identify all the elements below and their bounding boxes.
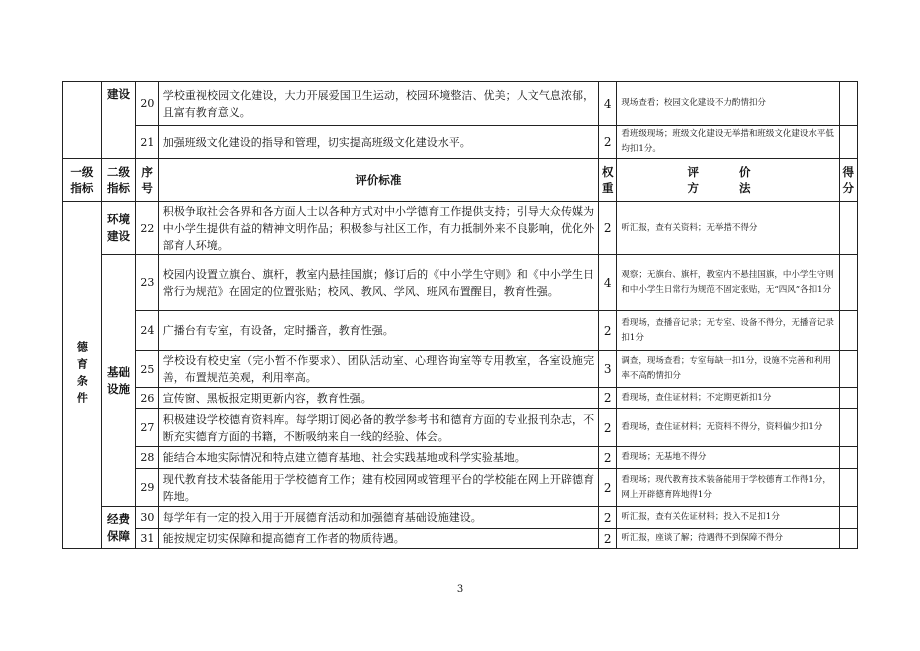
- header-score: 得分: [839, 159, 857, 202]
- criteria-text: 现代教育技术装备能用于学校德育工作；建有校园网或管理平台的学校能在网上开辟德育阵地。: [158, 469, 598, 507]
- table-row: [63, 469, 858, 507]
- score-cell[interactable]: [839, 507, 857, 529]
- weight-value: 4: [599, 255, 617, 311]
- criteria-text: 学校重视校园文化建设，大力开展爱国卫生运动，校园环境整洁、优美；人文气息浓郁，且富有教育意义。: [158, 82, 598, 126]
- score-cell[interactable]: [839, 255, 857, 311]
- header-weight: 权重: [599, 159, 617, 202]
- weight-value: 2: [599, 469, 617, 507]
- weight-value: 2: [599, 126, 617, 159]
- score-cell[interactable]: [839, 126, 857, 159]
- table-row: [63, 202, 858, 255]
- table-row: [63, 126, 858, 159]
- score-cell[interactable]: [839, 469, 857, 507]
- weight-value: 2: [599, 507, 617, 529]
- table-header-row: [63, 159, 858, 202]
- criteria-text: 加强班级文化建设的指导和管理，切实提高班级文化建设水平。: [158, 126, 598, 159]
- method-text: 听汇报，查有关资料；无举措不得分: [617, 202, 839, 255]
- seq-number: 25: [136, 351, 158, 388]
- method-text: 看班级现场；班级文化建设无举措和班级文化建设水平低均扣1分。: [617, 126, 839, 159]
- level2-label: 经费保障: [101, 507, 136, 549]
- score-cell[interactable]: [839, 351, 857, 388]
- criteria-text: 每学年有一定的投入用于开展德育活动和加强德育基础设施建设。: [158, 507, 598, 529]
- method-text: 现场查看；校园文化建设不力酌情扣分: [617, 82, 839, 126]
- header-level1: 一级指标: [63, 159, 102, 202]
- score-cell[interactable]: [839, 388, 857, 409]
- criteria-text: 能结合本地实际情况和特点建立德育基地、社会实践基地或科学实验基地。: [158, 447, 598, 469]
- seq-number: 20: [136, 82, 158, 126]
- page-number: 3: [456, 584, 464, 595]
- score-cell[interactable]: [839, 202, 857, 255]
- evaluation-table: [62, 81, 858, 549]
- seq-number: 23: [136, 255, 158, 311]
- seq-number: 21: [136, 126, 158, 159]
- score-cell[interactable]: [839, 529, 857, 549]
- header-level2: 二级指标: [101, 159, 136, 202]
- score-cell[interactable]: [839, 447, 857, 469]
- criteria-text: 宣传窗、黑板报定期更新内容，教育性强。: [158, 388, 598, 409]
- method-text: 观察；无旗台、旗杆，教室内不悬挂国旗，中小学生守则和中小学生日常行为规范不固定张贴，无“四风”各扣1分: [617, 255, 839, 311]
- method-text: 调查，现场查看；专室每缺一扣1分，设施不完善和利用率不高酌情扣分: [617, 351, 839, 388]
- level1-label: 德育条件: [63, 202, 102, 549]
- score-cell[interactable]: [839, 82, 857, 126]
- table-row: [63, 388, 858, 409]
- criteria-text: 积极建设学校德育资料库。每学期订阅必备的教学参考书和德育方面的专业报刊杂志，不断充实德育方面的书籍，不断吸纳来自一线的经验、体会。: [158, 409, 598, 447]
- seq-number: 22: [136, 202, 158, 255]
- seq-number: 28: [136, 447, 158, 469]
- weight-value: 2: [599, 388, 617, 409]
- criteria-text: 积极争取社会各界和各方面人士以各种方式对中小学德育工作提供支持；引导大众传媒为中小学生提供有益的精神文明作品；积极参与社区工作，有力抵制外来不良影响，优化外部育人环境。: [158, 202, 598, 255]
- seq-number: 30: [136, 507, 158, 529]
- criteria-text: 广播台有专室，有设备，定时播音，教育性强。: [158, 311, 598, 351]
- header-criteria: 评价标准: [158, 159, 598, 202]
- weight-value: 2: [599, 529, 617, 549]
- table-row: [63, 351, 858, 388]
- method-text: 看现场，查住证材料；不定期更新扣1分: [617, 388, 839, 409]
- weight-value: 2: [599, 447, 617, 469]
- criteria-text: 能按规定切实保障和提高德育工作者的物质待遇。: [158, 529, 598, 549]
- seq-number: 27: [136, 409, 158, 447]
- table-row: [63, 409, 858, 447]
- criteria-text: 学校设有校史室（完小暂不作要求）、团队活动室、心理咨询室等专用教室，各室设施完善，布置规范美观，利用率高。: [158, 351, 598, 388]
- score-cell[interactable]: [839, 409, 857, 447]
- level2-label: 基础设施: [101, 255, 136, 507]
- seq-number: 24: [136, 311, 158, 351]
- seq-number: 26: [136, 388, 158, 409]
- score-cell[interactable]: [839, 311, 857, 351]
- method-text: 看现场；现代教育技术装备能用于学校德育工作得1分，网上开辟德育阵地得1分: [617, 469, 839, 507]
- criteria-text: 校园内设置立旗台、旗杆，教室内悬挂国旗；修订后的《中小学生守则》和《中小学生日常行为规范》在固定的位置张贴；校风、教风、学风、班风布置醒目，教育性强。: [158, 255, 598, 311]
- method-text: 看现场，查住证材料；无资料不得分，资料偏少扣1分: [617, 409, 839, 447]
- weight-value: 2: [599, 409, 617, 447]
- weight-value: 2: [599, 202, 617, 255]
- seq-number: 29: [136, 469, 158, 507]
- table-row: [63, 82, 858, 126]
- method-text: 看现场；无基地不得分: [617, 447, 839, 469]
- level2-label: 环境建设: [101, 202, 136, 255]
- level2-label: 建设: [101, 82, 136, 159]
- table-row: [63, 507, 858, 529]
- level1-cell-empty: [63, 82, 102, 159]
- header-method: [617, 159, 839, 202]
- header-seq: 序号: [136, 159, 158, 202]
- weight-value: 2: [599, 311, 617, 351]
- weight-value: 4: [599, 82, 617, 126]
- header-method-line1: 评 价: [687, 165, 769, 179]
- weight-value: 3: [599, 351, 617, 388]
- table-row: [63, 529, 858, 549]
- method-text: 听汇报，查有关佐证材料；投入不足扣1分: [617, 507, 839, 529]
- table-row: [63, 255, 858, 311]
- method-text: 看现场，查播音记录；无专室、设备不得分，无播音记录扣1分: [617, 311, 839, 351]
- table-row: [63, 447, 858, 469]
- method-text: 听汇报，座谈了解；待遇得不到保障不得分: [617, 529, 839, 549]
- seq-number: 31: [136, 529, 158, 549]
- header-method-line2: 方 法: [687, 181, 769, 195]
- table-row: [63, 311, 858, 351]
